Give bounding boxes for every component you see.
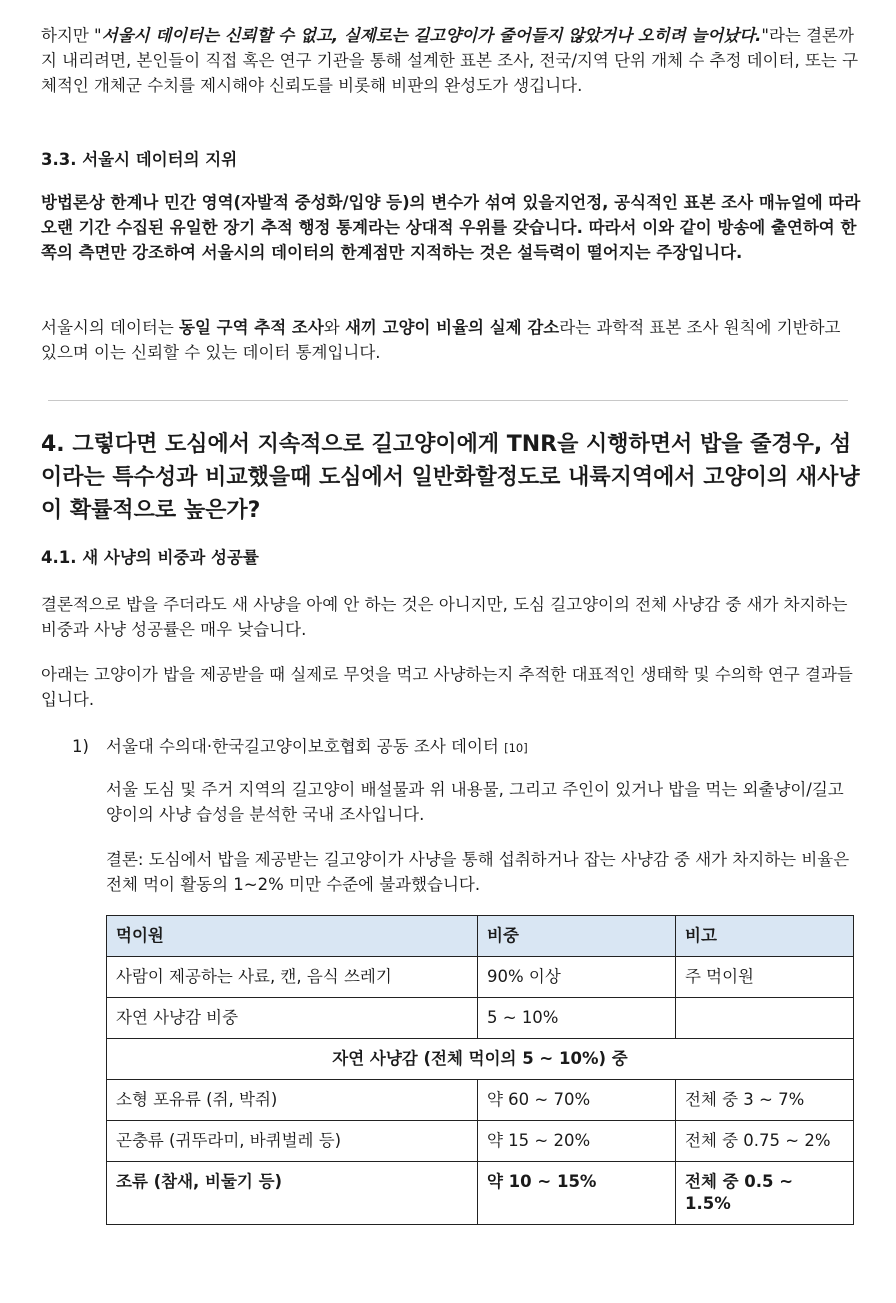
table-cell: 자연 사냥감 비중: [107, 998, 478, 1039]
intro-post: "라는 결론까지 내리려면, 본인들이 직접 혹은 연구 기관을 통해 설계한 표본 조사, 전국/지역 단위 개체 수 추정 데이터, 또는 구체적인 개체군 수치를 제시해야 신뢰도를 비롯해 비판의 완성도가 생깁니다.: [41, 26, 859, 95]
table-cell: 주 먹이원: [676, 957, 854, 998]
table-cell: 약 60 ~ 70%: [478, 1080, 676, 1121]
table-header-row: [107, 916, 854, 957]
table-subheader-cell: 자연 사냥감 (전체 먹이의 5 ~ 10%) 중: [107, 1039, 854, 1080]
table-cell: 90% 이상: [478, 957, 676, 998]
list-item-title: [106, 734, 851, 761]
p-post: 라는 과학적 표본 조사 원칙에 기반하고 있으며 이는 신뢰할 수 있는 데이터 통계입니다.: [41, 318, 841, 362]
table-cell: 곤충류 (귀뚜라미, 바퀴벌레 등): [107, 1121, 478, 1162]
p-mid: 와: [323, 318, 345, 337]
section-4-heading: 4. 그렇다면 도심에서 지속적으로 길고양이에게 TNR을 시행하면서 밥을 줄경우, 섬이라는 특수성과 비교했을때 도심에서 일반화할정도로 내륙지역에서 고양이의 새사냥이 확률적으로 높은가?: [41, 432, 860, 523]
table-row: [107, 1080, 854, 1121]
table-cell: [676, 998, 854, 1039]
section-4-1-heading: 4.1. 새 사냥의 비중과 성공률: [41, 548, 259, 567]
intro-emph-1: 서울시 데이터는 신뢰할 수 없고, 실제로는 길고양이가 줄어들지 않았거나 오히려: [101, 26, 686, 45]
table-cell: 약 10 ~ 15%: [478, 1162, 676, 1225]
p-bold-2: 새끼 고양이 비율의 실제 감소: [344, 318, 560, 337]
list-item-paragraph-1: 서울 도심 및 주거 지역의 길고양이 배설물과 위 내용물, 그리고 주인이 있거나 밥을 먹는 외출냥이/길고양이의 사냥 습성을 분석한 국내 조사입니다.: [106, 780, 844, 824]
section-divider: [48, 400, 848, 401]
table-header-cell: 비고: [676, 916, 854, 957]
table-cell: 약 15 ~ 20%: [478, 1121, 676, 1162]
table-cell: 5 ~ 10%: [478, 998, 676, 1039]
table-cell: 소형 포유류 (쥐, 박쥐): [107, 1080, 478, 1121]
intro-paragraph: [41, 23, 861, 98]
p-bold-1: 동일 구역 추적 조사: [179, 318, 324, 337]
table-row-highlight: [107, 1162, 854, 1225]
table-cell: 전체 중 3 ~ 7%: [676, 1080, 854, 1121]
list-number: 1): [72, 737, 89, 756]
table-cell: 전체 중 0.75 ~ 2%: [676, 1121, 854, 1162]
list-item-conclusion: 결론: 도심에서 밥을 제공받는 길고양이가 사냥을 통해 섭취하거나 잡는 사냥감 중 새가 차지하는 비율은 전체 먹이 활동의 1~2% 미만 수준에 불과했습니다.: [106, 850, 850, 894]
section-4-1-paragraph-1: 결론적으로 밥을 주더라도 새 사냥을 아예 안 하는 것은 아니지만, 도심 길고양이의 전체 사냥감 중 새가 차지하는 비중과 사냥 성공률은 매우 낮습니다.: [41, 595, 848, 639]
section-4-1-paragraph-2: 아래는 고양이가 밥을 제공받을 때 실제로 무엇을 먹고 사냥하는지 추적한 대표적인 생태학 및 수의학 연구 결과들입니다.: [41, 665, 853, 709]
section-3-3-bold-paragraph: 방법론상 한계나 민간 영역(자발적 중성화/입양 등)의 변수가 섞여 있을지언정, 공식적인 표본 조사 매뉴얼에 따라 오랜 기간 수집된 유일한 장기 추적 행정 통계라는 상대적 우위를 갖습니다. 따라서 이와 같이 방송에 출연하여 한쪽의 측면만 강조하여 서울시의 데이터의 한계점만 지적하는 것은 설득력이 떨어지는 주장입니다.: [41, 193, 861, 262]
intro-emph-2: 늘어났다.: [691, 26, 762, 45]
table-cell: 전체 중 0.5 ~ 1.5%: [676, 1162, 854, 1225]
intro-pre: 하지만 ": [41, 26, 102, 45]
section-3-3-paragraph: [41, 315, 861, 365]
table-cell: 사람이 제공하는 사료, 캔, 음식 쓰레기: [107, 957, 478, 998]
table-header-cell: 비중: [478, 916, 676, 957]
table-cell: 조류 (참새, 비둘기 등): [107, 1162, 478, 1225]
table-subheader-row: [107, 1039, 854, 1080]
list-item-title-text: 서울대 수의대·한국길고양이보호협회 공동 조사 데이터: [106, 737, 499, 756]
food-source-table: [106, 915, 854, 1225]
p-pre: 서울시의 데이터는: [41, 318, 180, 337]
table-row: [107, 998, 854, 1039]
table-row: [107, 1121, 854, 1162]
table-header-cell: 먹이원: [107, 916, 478, 957]
table-row: [107, 957, 854, 998]
reference-marker: [10]: [504, 741, 528, 755]
section-3-3-heading: 3.3. 서울시 데이터의 지위: [41, 150, 238, 169]
